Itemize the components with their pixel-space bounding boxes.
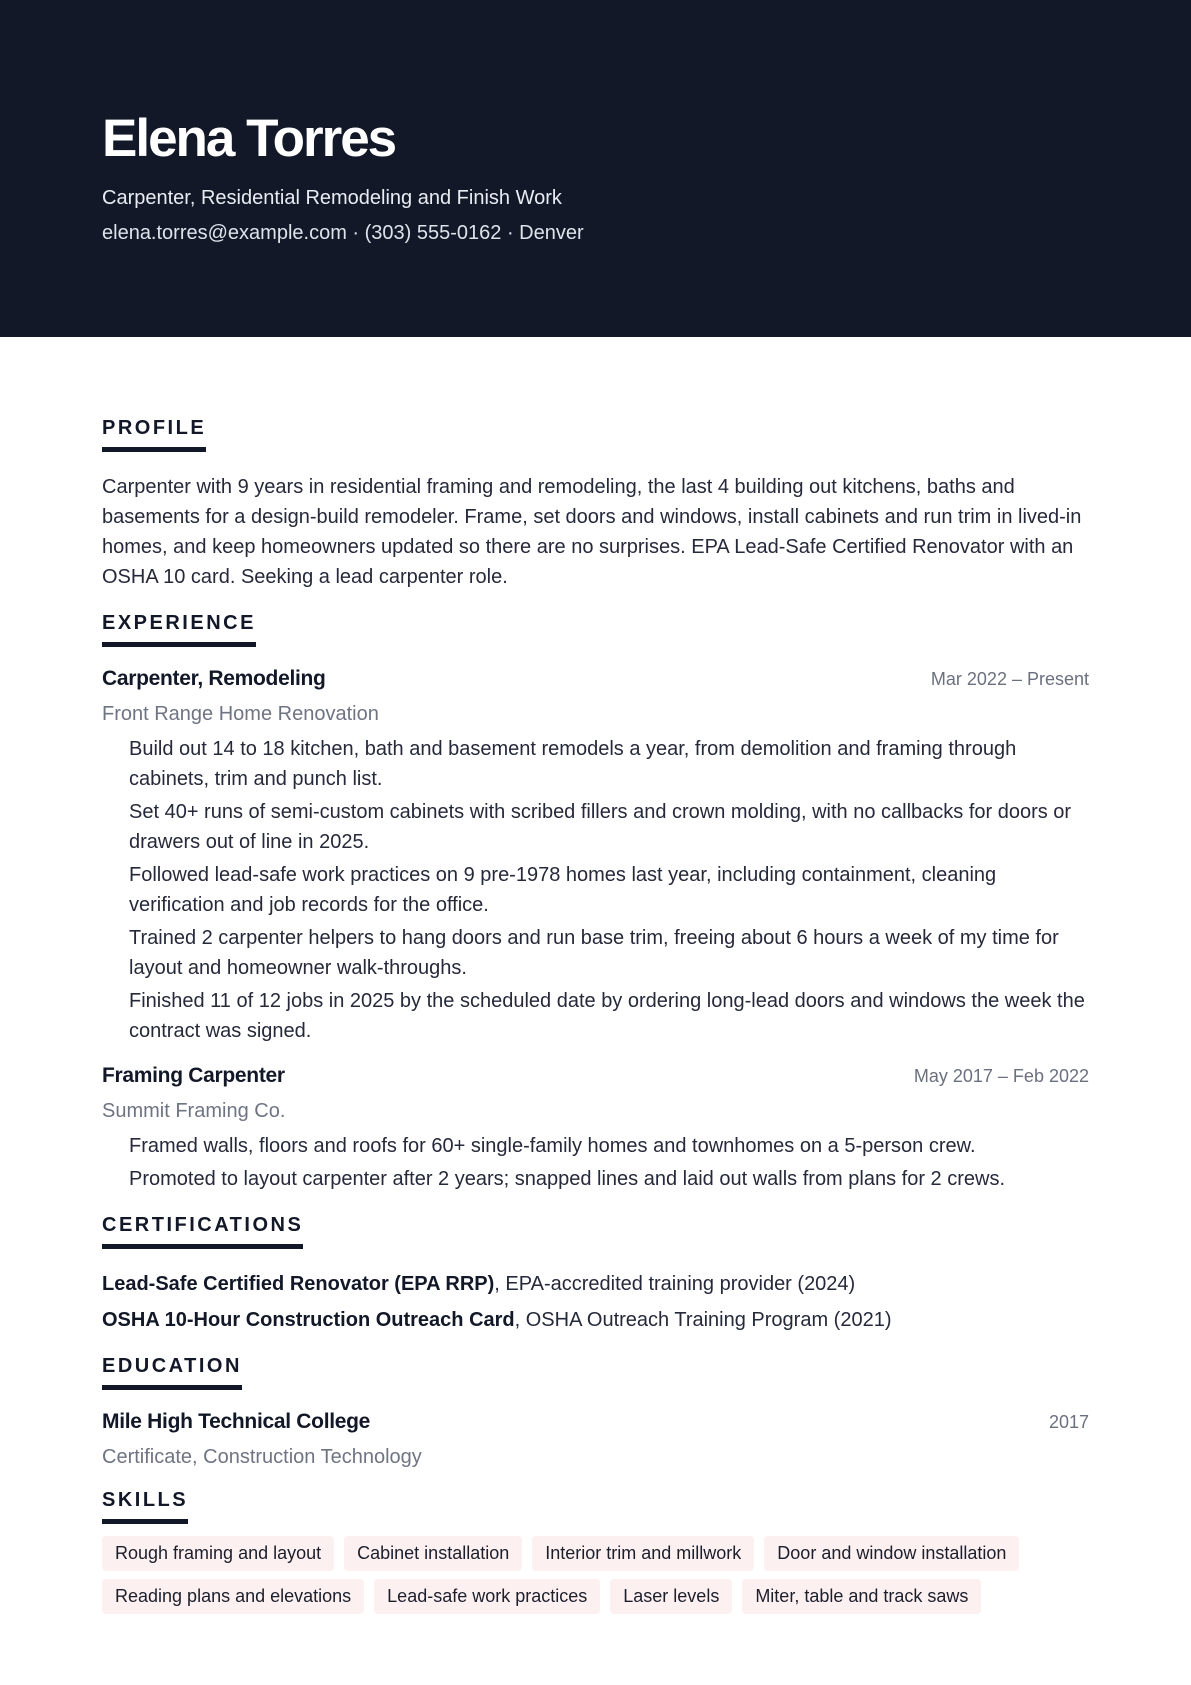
job-employer: Front Range Home Renovation [102,703,379,725]
skill-chip: Reading plans and elevations [102,1579,364,1614]
skill-chip: Laser levels [610,1579,732,1614]
resume-body [102,417,1089,1634]
certification-item [102,1269,1089,1299]
school-name: Mile High Technical College [102,1410,371,1433]
job-bullet: Framed walls, floors and roofs for 60+ single-family homes and townhomes on a 5-person crew. [129,1135,976,1157]
job-employer: Summit Framing Co. [102,1100,286,1122]
graduation-year: 2017 [1048,1412,1089,1432]
job-bullets [102,1131,1089,1194]
certification-detail: , EPA-accredited training provider (2024) [494,1273,856,1295]
job-title: Framing Carpenter [102,1064,285,1087]
job-dates: Mar 2022 – Present [930,669,1089,689]
contact-line: elena.torres@example.com · (303) 555-0162 · Denver [102,222,584,244]
job-entry [102,667,1089,1046]
certification-detail: , OSHA Outreach Training Program (2021) [514,1309,892,1331]
job-bullet: Finished 11 of 12 jobs in 2025 by the scheduled date by ordering long-lead doors and windows the week the contract was signed. [129,990,1085,1042]
certifications-section [102,1214,1089,1335]
job-bullet: Set 40+ runs of semi-custom cabinets with scribed fillers and crown molding, with no callbacks for doors or drawers out of line in 2025. [129,801,1072,853]
skills-section [102,1489,1089,1614]
skill-chip: Door and window installation [764,1536,1019,1571]
skill-chip: Interior trim and millwork [532,1536,754,1571]
certification-name: Lead-Safe Certified Renovator (EPA RRP) [102,1273,495,1295]
job-bullet: Promoted to layout carpenter after 2 years; snapped lines and laid out walls from plans for 2 crews. [129,1168,1006,1190]
profile-section [102,417,1089,592]
skills-list [102,1536,1089,1614]
experience-heading: EXPERIENCE [102,612,256,647]
skills-heading: SKILLS [102,1489,188,1524]
candidate-name: Elena Torres [102,109,396,168]
certifications-heading: CERTIFICATIONS [102,1214,303,1249]
education-credential: Certificate, Construction Technology [102,1446,422,1468]
experience-section [102,612,1089,1194]
skill-chip: Rough framing and layout [102,1536,334,1571]
skill-chip: Cabinet installation [344,1536,522,1571]
skill-chip: Miter, table and track saws [742,1579,981,1614]
job-dates: May 2017 – Feb 2022 [913,1066,1089,1086]
job-entry [102,1064,1089,1194]
skill-chip: Lead-safe work practices [374,1579,600,1614]
job-bullet: Trained 2 carpenter helpers to hang doors and run base trim, freeing about 6 hours a week of my time for layout and homeowner walk-throughs. [129,927,1059,979]
education-section [102,1355,1089,1469]
job-title: Carpenter, Remodeling [102,667,326,690]
profile-summary: Carpenter with 9 years in residential framing and remodeling, the last 4 building out kitchens, baths and basements for a design-build remodeler. Frame, set doors and windows, install cabinets and run trim in lived-in homes, and keep homeowners updated so there are no surprises. EPA Lead-Safe Certified Renovator with an OSHA 10 card. Seeking a lead carpenter role. [102,476,1082,588]
job-bullet: Followed lead-safe work practices on 9 pre-1978 homes last year, including containment, cleaning verification and job records for the office. [129,864,997,916]
certification-item [102,1305,1089,1335]
candidate-headline: Carpenter, Residential Remodeling and Finish Work [102,187,562,209]
certification-name: OSHA 10-Hour Construction Outreach Card [102,1309,515,1331]
education-heading: EDUCATION [102,1355,242,1390]
resume-header [0,0,1191,337]
profile-heading: PROFILE [102,417,206,452]
job-bullets [102,734,1089,1046]
job-bullet: Build out 14 to 18 kitchen, bath and basement remodels a year, from demolition and framing through cabinets, trim and punch list. [129,738,1017,790]
